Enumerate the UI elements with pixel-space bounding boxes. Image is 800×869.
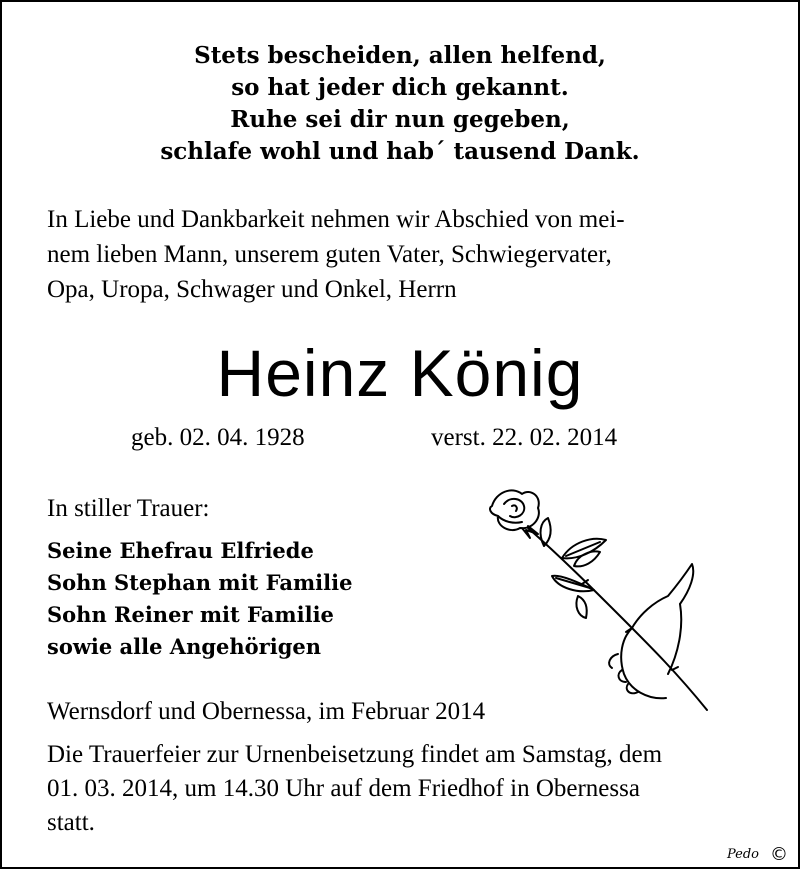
funeral-line: 01. 03. 2014, um 14.30 Uhr auf dem Friedhof in Obernessa bbox=[47, 775, 640, 802]
mourners-list bbox=[47, 535, 352, 663]
place-and-date: Wernsdorf und Obernessa, im Februar 2014 bbox=[47, 698, 486, 725]
mourner-entry: Sohn Stephan mit Familie bbox=[47, 570, 353, 595]
artist-signature: Pedo bbox=[726, 847, 759, 862]
intro-line: In Liebe und Dankbarkeit nehmen wir Abschied von mei- bbox=[47, 206, 625, 233]
copyright-mark: © bbox=[770, 844, 788, 865]
mourner-entry: Seine Ehefrau Elfriede bbox=[47, 538, 314, 563]
intro-line: nem lieben Mann, unserem guten Vater, Schwiegervater, bbox=[47, 241, 612, 268]
funeral-details bbox=[47, 738, 767, 840]
mourner-entry: sowie alle Angehörigen bbox=[47, 634, 322, 659]
mourning-label: In stiller Trauer: bbox=[47, 495, 210, 522]
memorial-poem bbox=[0, 40, 800, 168]
birth-date: geb. 02. 04. 1928 bbox=[131, 424, 305, 451]
poem-line: Stets bescheiden, allen helfend, bbox=[194, 42, 606, 69]
funeral-line: Die Trauerfeier zur Urnenbeisetzung findet am Samstag, dem bbox=[47, 741, 663, 768]
farewell-intro bbox=[47, 202, 759, 307]
intro-line: Opa, Uropa, Schwager und Onkel, Herrn bbox=[47, 276, 457, 303]
death-date: verst. 22. 02. 2014 bbox=[431, 424, 618, 451]
poem-line: schlafe wohl und hab´ tausend Dank. bbox=[160, 138, 640, 165]
poem-line: Ruhe sei dir nun gegeben, bbox=[230, 106, 570, 133]
rose-in-hand-icon bbox=[482, 478, 722, 718]
deceased-name: Heinz König bbox=[216, 336, 584, 410]
mourner-entry: Sohn Reiner mit Familie bbox=[47, 602, 334, 627]
funeral-line: statt. bbox=[47, 809, 95, 836]
poem-line: so hat jeder dich gekannt. bbox=[231, 74, 569, 101]
